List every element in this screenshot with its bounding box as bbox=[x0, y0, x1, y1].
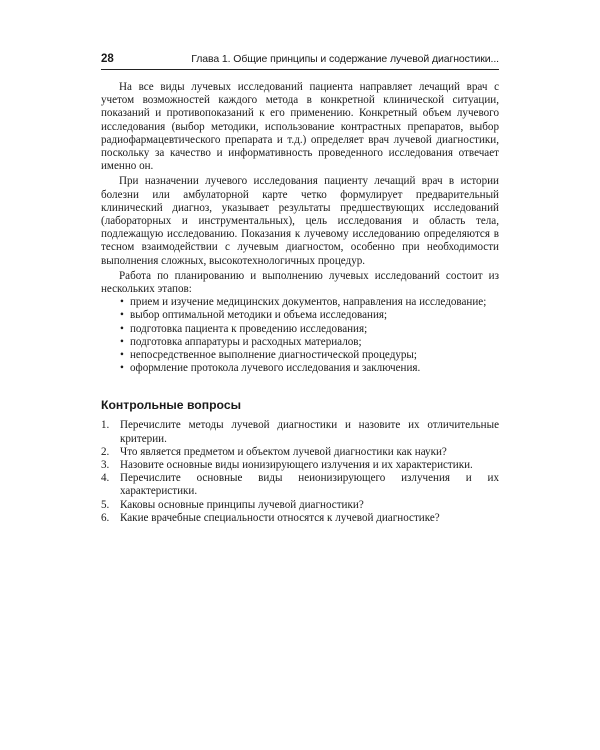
question-item bbox=[101, 419, 499, 445]
main-text bbox=[101, 81, 499, 525]
chapter-title: Глава 1. Общие принципы и содержание лучевой диагностики... bbox=[191, 53, 499, 65]
question-text: Какие врачебные специальности относятся к лучевой диагностике? bbox=[120, 511, 440, 524]
question-item bbox=[101, 512, 499, 525]
question-item bbox=[101, 472, 499, 498]
question-item bbox=[101, 446, 499, 459]
question-number: 4. bbox=[101, 472, 110, 485]
question-text: Каковы основные принципы лучевой диагностики? bbox=[120, 498, 364, 511]
paragraph: Работа по планированию и выполнению лучевых исследований состоит из нескольких этапов: bbox=[101, 269, 499, 296]
question-number: 6. bbox=[101, 511, 110, 524]
list-item: • прием и изучение медицинских документов, направления на исследование; bbox=[120, 296, 499, 309]
list-item: • подготовка аппаратуры и расходных материалов; bbox=[120, 336, 499, 349]
question-number: 3. bbox=[101, 459, 110, 472]
list-item: • подготовка пациента к проведению исследования; bbox=[120, 323, 499, 336]
running-head bbox=[101, 52, 499, 66]
question-item bbox=[101, 459, 499, 472]
question-text: Что является предметом и объектом лучевой диагностики как науки? bbox=[120, 445, 447, 458]
steps-list bbox=[101, 296, 499, 375]
paragraph: На все виды лучевых исследований пациента направляет лечащий врач с учетом возможностей каждого метода в конкретной клинической ситуации, показаний и противопоказаний к его применению. Конкретный объем лучевого исследования (выбор методики, использование контрастных препаратов, выбор радиофармацевтического препарата и т.д.) определяет врач лучевой диагностики, поскольку за качество и информативность проведенного исследования отвечает именно он. bbox=[101, 81, 499, 173]
question-number: 2. bbox=[101, 445, 110, 458]
list-item: • непосредственное выполнение диагностической процедуры; bbox=[120, 349, 499, 362]
section-title: Контрольные вопросы bbox=[101, 398, 242, 413]
question-number: 5. bbox=[101, 498, 110, 511]
question-number: 1. bbox=[101, 419, 110, 432]
paragraph: При назначении лучевого исследования пациенту лечащий врач в истории болезни или амбулаторной карте четко формулирует предварительный клинический диагноз, указывает результаты предшествующих исследований (лабораторных и инструментальных), цель исследования и область тела, подлежащую исследованию. Показания к лучевому исследованию определяются в тесном взаимодействии с лучевым диагностом, особенно при необходимости выполнения сложных, высокотехнологичных процедур. bbox=[101, 175, 499, 267]
question-item bbox=[101, 499, 499, 512]
header-rule bbox=[101, 69, 499, 70]
question-text: Назовите основные виды ионизирующего излучения и их характеристики. bbox=[120, 459, 473, 472]
questions-list bbox=[101, 419, 499, 525]
list-item: • оформление протокола лучевого исследования и заключения. bbox=[120, 362, 499, 375]
question-text: Перечислите методы лучевой диагностики и назовите их отличительные критерии. bbox=[120, 419, 499, 445]
page-number: 28 bbox=[101, 53, 114, 65]
question-text: Перечислите основные виды неионизирующего излучения и их характеристики. bbox=[120, 472, 499, 498]
list-item: • выбор оптимальной методики и объема исследования; bbox=[120, 309, 499, 322]
